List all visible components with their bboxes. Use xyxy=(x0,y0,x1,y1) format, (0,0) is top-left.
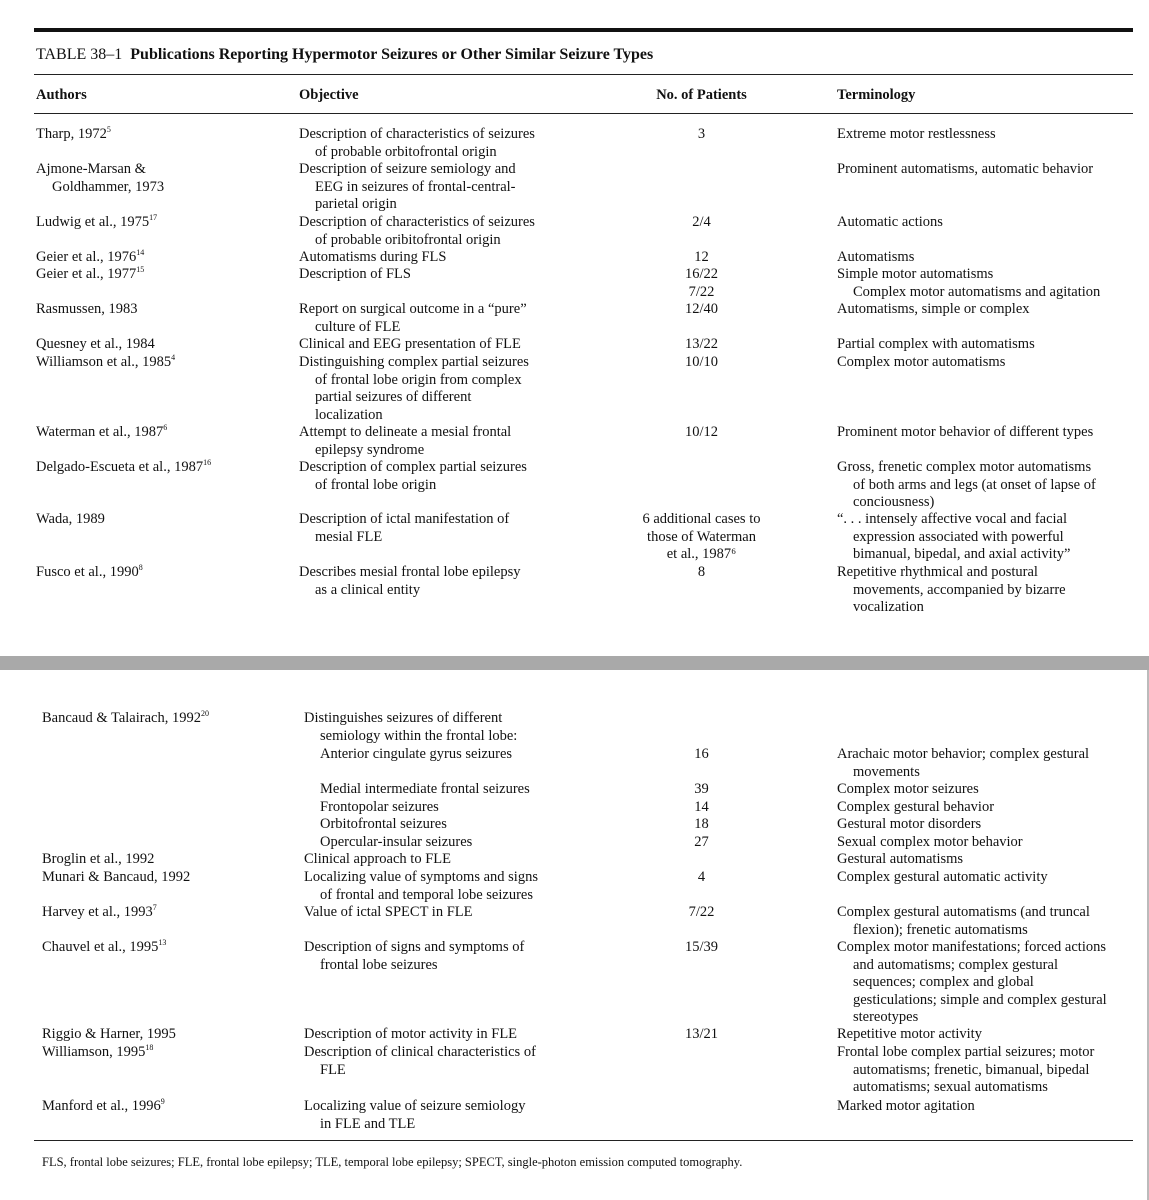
terminology-line: Complex gestural behavior xyxy=(837,799,995,815)
terminology-line: Marked motor agitation xyxy=(837,1098,975,1114)
objective-line: frontal lobe seizures xyxy=(320,956,438,973)
terminology-cell xyxy=(837,424,1137,442)
terminology-cell xyxy=(837,126,1137,144)
objective-line: as a clinical entity xyxy=(315,581,421,598)
terminology-cell xyxy=(837,869,1137,887)
patients-cell xyxy=(600,511,803,564)
table-caption xyxy=(36,46,653,64)
objective-line: Description of motor activity in FLE xyxy=(304,1026,518,1042)
objective-cell xyxy=(304,939,589,974)
terminology-cell xyxy=(837,834,1137,852)
reference-superscript: 7 xyxy=(152,903,157,913)
objective-line: Report on surgical outcome in a “pure” xyxy=(299,301,527,317)
terminology-line: Simple motor automatisms xyxy=(837,266,994,282)
terminology-line: Partial complex with automatisms xyxy=(837,336,1035,352)
author-line: Waterman et al., 1987$^6$ xyxy=(36,423,168,440)
terminology-line: Prominent automatisms, automatic behavior xyxy=(837,161,1094,177)
objective-line: partial seizures of different xyxy=(315,389,472,405)
objective-line: of frontal lobe origin from complex xyxy=(315,371,522,388)
terminology-line: Complex motor seizures xyxy=(837,781,979,797)
patients-cell xyxy=(600,781,803,799)
reference-superscript: 8 xyxy=(138,563,143,573)
table-label: TABLE 38–1 xyxy=(36,46,123,63)
objective-cell xyxy=(299,564,584,599)
author-cell xyxy=(42,710,297,728)
objective-line: semiology within the frontal lobe: xyxy=(320,727,518,744)
objective-line: Orbitofrontal seizures xyxy=(320,816,447,832)
reference-superscript: 16 xyxy=(203,458,212,468)
objective-line: Description of characteristics of seizures xyxy=(299,214,535,230)
objective-cell xyxy=(299,511,584,546)
author-line: Quesney et al., 1984 xyxy=(36,336,155,352)
author-line: Delgado-Escueta et al., 1987$^{16}$ xyxy=(36,458,212,475)
objective-line: Description of FLS xyxy=(299,266,411,282)
terminology-cell xyxy=(837,746,1137,781)
terminology-line: Prominent motor behavior of different types xyxy=(837,424,1094,440)
objective-cell xyxy=(299,336,584,354)
top-thick-rule xyxy=(34,28,1133,32)
patients-line: 10/10 xyxy=(684,354,719,370)
patients-cell xyxy=(600,816,803,834)
patients-cell xyxy=(600,564,803,582)
objective-line: Attempt to delineate a mesial frontal xyxy=(299,424,512,440)
patients-cell xyxy=(600,336,803,354)
terminology-cell xyxy=(837,1098,1137,1116)
objective-cell xyxy=(299,301,584,336)
terminology-line: Gross, frenetic complex motor automatisms xyxy=(837,459,1092,475)
header-patients: No. of Patients xyxy=(656,87,747,103)
terminology-line: Gestural automatisms xyxy=(837,851,964,867)
terminology-line: Automatic actions xyxy=(837,214,943,230)
objective-line: Description of signs and symptoms of xyxy=(304,939,525,955)
author-line: Fusco et al., 1990$^8$ xyxy=(36,563,143,580)
author-cell xyxy=(42,904,297,922)
terminology-cell xyxy=(837,301,1137,319)
reference-superscript: 13 xyxy=(158,938,167,948)
patients-line: 13/21 xyxy=(684,1026,719,1042)
author-cell xyxy=(36,214,291,232)
terminology-cell xyxy=(837,781,1137,799)
patients-line: 10/12 xyxy=(684,424,719,440)
objective-line: Description of seizure semiology and xyxy=(299,161,516,177)
author-line: Harvey et al., 1993$^7$ xyxy=(42,903,157,920)
objective-line: Description of characteristics of seizures xyxy=(299,126,535,142)
objective-line: Frontopolar seizures xyxy=(320,799,439,815)
terminology-cell xyxy=(837,939,1137,1027)
objective-cell xyxy=(299,424,584,459)
patients-line: 6 additional cases to xyxy=(642,511,761,527)
reference-superscript: 4 xyxy=(171,353,176,363)
terminology-line: Complex motor automatisms xyxy=(837,354,1006,370)
terminology-cell xyxy=(837,354,1137,372)
terminology-cell xyxy=(837,214,1137,232)
author-cell xyxy=(42,1098,297,1116)
objective-line: Anterior cingulate gyrus seizures xyxy=(320,746,513,762)
author-cell xyxy=(36,459,291,477)
objective-line: Description of complex partial seizures xyxy=(299,459,527,475)
patients-cell xyxy=(600,126,803,144)
objective-cell xyxy=(299,214,584,249)
terminology-cell xyxy=(837,249,1137,267)
terminology-line: Complex gestural automatic activity xyxy=(837,869,1048,885)
objective-line: of probable orbitofrontal origin xyxy=(315,143,497,160)
patients-line: 7/22 xyxy=(688,283,715,300)
author-line: Chauvel et al., 1995$^{13}$ xyxy=(42,938,167,955)
terminology-line: Repetitive rhythmical and postural xyxy=(837,564,1038,580)
terminology-line: conciousness) xyxy=(853,494,935,510)
objective-line: mesial FLE xyxy=(315,528,383,545)
terminology-line: Complex gestural automatisms (and truncal xyxy=(837,904,1090,920)
author-cell xyxy=(42,1044,297,1062)
terminology-line: and automatisms; complex gestural xyxy=(853,956,1058,973)
objective-cell xyxy=(304,1026,589,1044)
objective-cell xyxy=(304,851,589,869)
objective-line: Distinguishing complex partial seizures xyxy=(299,354,529,370)
terminology-cell xyxy=(837,564,1137,617)
reference-superscript: 6 xyxy=(163,423,168,433)
author-cell xyxy=(36,249,291,267)
objective-line: of frontal and temporal lobe seizures xyxy=(320,886,533,903)
patients-line: 2/4 xyxy=(692,214,711,230)
patients-line: 13/22 xyxy=(684,336,719,352)
patients-cell xyxy=(600,214,803,232)
author-line: Geier et al., 1977$^{15}$ xyxy=(36,265,145,282)
author-line: Ludwig et al., 1975$^{17}$ xyxy=(36,213,158,230)
objective-line: Distinguishes seizures of different xyxy=(304,710,503,726)
terminology-line: gesticulations; simple and complex gestural xyxy=(853,991,1107,1008)
patients-line: 12 xyxy=(694,249,709,265)
author-cell xyxy=(36,354,291,372)
objective-line: Opercular-insular seizures xyxy=(320,834,473,850)
terminology-line: expression associated with powerful xyxy=(853,528,1064,545)
patients-line: 18 xyxy=(694,816,709,832)
author-cell xyxy=(36,301,291,319)
objective-line: Medial intermediate frontal seizures xyxy=(320,781,530,797)
terminology-line: Frontal lobe complex partial seizures; motor xyxy=(837,1044,1095,1060)
objective-line: Automatisms during FLS xyxy=(299,249,447,265)
reference-superscript: 18 xyxy=(145,1043,154,1053)
patients-cell xyxy=(600,301,803,319)
objective-line: epilepsy syndrome xyxy=(315,441,425,458)
patients-cell xyxy=(600,869,803,887)
patients-cell xyxy=(600,1026,803,1044)
patients-cell xyxy=(600,746,803,764)
objective-line: Clinical approach to FLE xyxy=(304,851,451,867)
objective-cell xyxy=(304,816,589,834)
objective-cell xyxy=(304,1098,589,1133)
reference-superscript: 14 xyxy=(136,248,145,258)
reference-superscript: 9 xyxy=(160,1097,165,1107)
patients-line: 16/22 xyxy=(684,266,719,282)
author-line: Bancaud & Talairach, 1992$^{20}$ xyxy=(42,709,209,726)
patients-line: 15/39 xyxy=(684,939,719,955)
patients-line: 7/22 xyxy=(688,904,715,920)
author-line: Geier et al., 1976$^{14}$ xyxy=(36,248,145,265)
objective-line: Clinical and EEG presentation of FLE xyxy=(299,336,521,352)
author-cell xyxy=(36,126,291,144)
terminology-cell xyxy=(837,336,1137,354)
terminology-line: stereotypes xyxy=(853,1009,919,1025)
terminology-cell xyxy=(837,904,1137,939)
objective-line: Localizing value of symptoms and signs xyxy=(304,869,538,885)
author-line: Tharp, 1972$^5$ xyxy=(36,125,111,142)
header-rule xyxy=(34,113,1133,114)
author-line: Ajmone-Marsan & xyxy=(36,161,146,177)
objective-cell xyxy=(299,249,584,267)
patients-cell xyxy=(600,834,803,852)
objective-cell xyxy=(299,266,584,284)
terminology-line: Gestural motor disorders xyxy=(837,816,982,832)
terminology-line: movements xyxy=(853,763,920,780)
terminology-line: bimanual, bipedal, and axial activity” xyxy=(853,546,1071,562)
terminology-line: Automatisms, simple or complex xyxy=(837,301,1030,317)
author-cell xyxy=(36,336,291,354)
objective-line: Localizing value of seizure semiology xyxy=(304,1098,526,1114)
terminology-line: “. . . intensely affective vocal and facial xyxy=(837,511,1068,527)
terminology-cell xyxy=(837,459,1137,512)
objective-cell xyxy=(299,161,584,214)
objective-line: Description of ictal manifestation of xyxy=(299,511,510,527)
header-terminology: Terminology xyxy=(837,87,916,103)
objective-cell xyxy=(304,799,589,817)
objective-cell xyxy=(304,710,589,745)
objective-cell xyxy=(304,869,589,904)
objective-line: Description of clinical characteristics of xyxy=(304,1044,536,1060)
reference-superscript: 17 xyxy=(149,213,158,223)
patients-line: 12/40 xyxy=(684,301,719,317)
terminology-cell xyxy=(837,266,1137,301)
objective-line: localization xyxy=(315,406,383,423)
terminology-line: flexion); frenetic automatisms xyxy=(853,921,1028,938)
terminology-cell xyxy=(837,511,1137,564)
reference-superscript: 20 xyxy=(200,709,209,719)
author-line: Wada, 1989 xyxy=(36,511,105,527)
author-cell xyxy=(36,424,291,442)
terminology-line: of both arms and legs (at onset of lapse of xyxy=(853,476,1096,493)
objective-cell xyxy=(304,1044,589,1079)
patients-line: 14 xyxy=(694,799,709,815)
patients-line: 39 xyxy=(694,781,709,797)
terminology-cell xyxy=(837,1026,1137,1044)
author-line: Broglin et al., 1992 xyxy=(42,851,155,867)
author-line: Rasmussen, 1983 xyxy=(36,301,138,317)
footer-rule xyxy=(34,1140,1133,1141)
author-cell xyxy=(36,161,291,196)
terminology-cell xyxy=(837,816,1137,834)
objective-cell xyxy=(304,746,589,764)
objective-line: in FLE and TLE xyxy=(320,1115,416,1132)
author-line: Manford et al., 1996$^9$ xyxy=(42,1097,165,1114)
objective-line: Value of ictal SPECT in FLE xyxy=(304,904,473,920)
author-cell xyxy=(36,511,291,529)
objective-cell xyxy=(299,459,584,494)
table-bottom-page xyxy=(0,670,1149,1200)
terminology-line: vocalization xyxy=(853,599,924,615)
patients-line: those of Waterman xyxy=(647,528,756,545)
author-line: Williamson et al., 1985$^4$ xyxy=(36,353,176,370)
patients-cell xyxy=(600,266,803,301)
terminology-line: movements, accompanied by bizarre xyxy=(853,581,1066,598)
terminology-line: Sexual complex motor behavior xyxy=(837,834,1023,850)
objective-cell xyxy=(304,834,589,852)
patients-line: 4 xyxy=(697,869,706,885)
terminology-line: Complex motor manifestations; forced actions xyxy=(837,939,1106,955)
objective-line: EEG in seizures of frontal-central- xyxy=(315,178,516,195)
patients-cell xyxy=(600,904,803,922)
author-line: Munari & Bancaud, 1992 xyxy=(42,869,191,885)
terminology-cell xyxy=(837,1044,1137,1097)
objective-cell xyxy=(304,781,589,799)
reference-superscript: 15 xyxy=(136,265,145,275)
objective-line: culture of FLE xyxy=(315,318,401,335)
patients-cell xyxy=(600,354,803,372)
patients-cell xyxy=(600,249,803,267)
objective-cell xyxy=(299,126,584,161)
header-objective: Objective xyxy=(299,87,359,103)
terminology-cell xyxy=(837,799,1137,817)
patients-cell xyxy=(600,424,803,442)
caption-rule xyxy=(34,74,1133,75)
terminology-cell xyxy=(837,851,1137,869)
objective-line: FLE xyxy=(320,1061,346,1078)
terminology-line: Complex motor automatisms and agitation xyxy=(853,283,1101,300)
header-authors: Authors xyxy=(36,87,87,103)
author-cell xyxy=(42,1026,297,1044)
reference-superscript: 5 xyxy=(106,125,111,135)
patients-line: 27 xyxy=(694,834,709,850)
author-line: Williamson, 1995$^{18}$ xyxy=(42,1043,154,1060)
objective-line: of probable oribitofrontal origin xyxy=(315,231,501,248)
objective-cell xyxy=(304,904,589,922)
author-line: Riggio & Harner, 1995 xyxy=(42,1026,176,1042)
author-line: Goldhammer, 1973 xyxy=(52,178,165,195)
author-cell xyxy=(36,564,291,582)
patients-line: 3 xyxy=(697,126,706,142)
table-title: Publications Reporting Hypermotor Seizures or Other Similar Seizure Types xyxy=(130,46,654,63)
terminology-line: Extreme motor restlessness xyxy=(837,126,996,142)
objective-line: Describes mesial frontal lobe epilepsy xyxy=(299,564,521,580)
terminology-line: automatisms; frenetic, bimanual, bipedal xyxy=(853,1061,1090,1078)
patients-cell xyxy=(600,939,803,957)
terminology-line: automatisms; sexual automatisms xyxy=(853,1079,1048,1095)
objective-line: of frontal lobe origin xyxy=(315,476,437,493)
author-cell xyxy=(42,851,297,869)
patients-cell xyxy=(600,799,803,817)
terminology-line: Automatisms xyxy=(837,249,915,265)
objective-line: parietal origin xyxy=(315,196,397,212)
terminology-line: Repetitive motor activity xyxy=(837,1026,982,1042)
author-cell xyxy=(36,266,291,284)
terminology-cell xyxy=(837,161,1137,179)
terminology-line: Arachaic motor behavior; complex gestural xyxy=(837,746,1090,762)
patients-line: et al., 1987⁶ xyxy=(666,546,737,562)
author-cell xyxy=(42,869,297,887)
author-cell xyxy=(42,939,297,957)
page-gap xyxy=(0,656,1149,670)
table-footnote: FLS, frontal lobe seizures; FLE, frontal lobe epilepsy; TLE, temporal lobe epilepsy; SPECT, single-photon emission computed tomography. xyxy=(42,1155,743,1169)
objective-cell xyxy=(299,354,584,424)
terminology-line: sequences; complex and global xyxy=(853,974,1034,990)
patients-line: 8 xyxy=(697,564,706,580)
patients-line: 16 xyxy=(694,746,709,762)
